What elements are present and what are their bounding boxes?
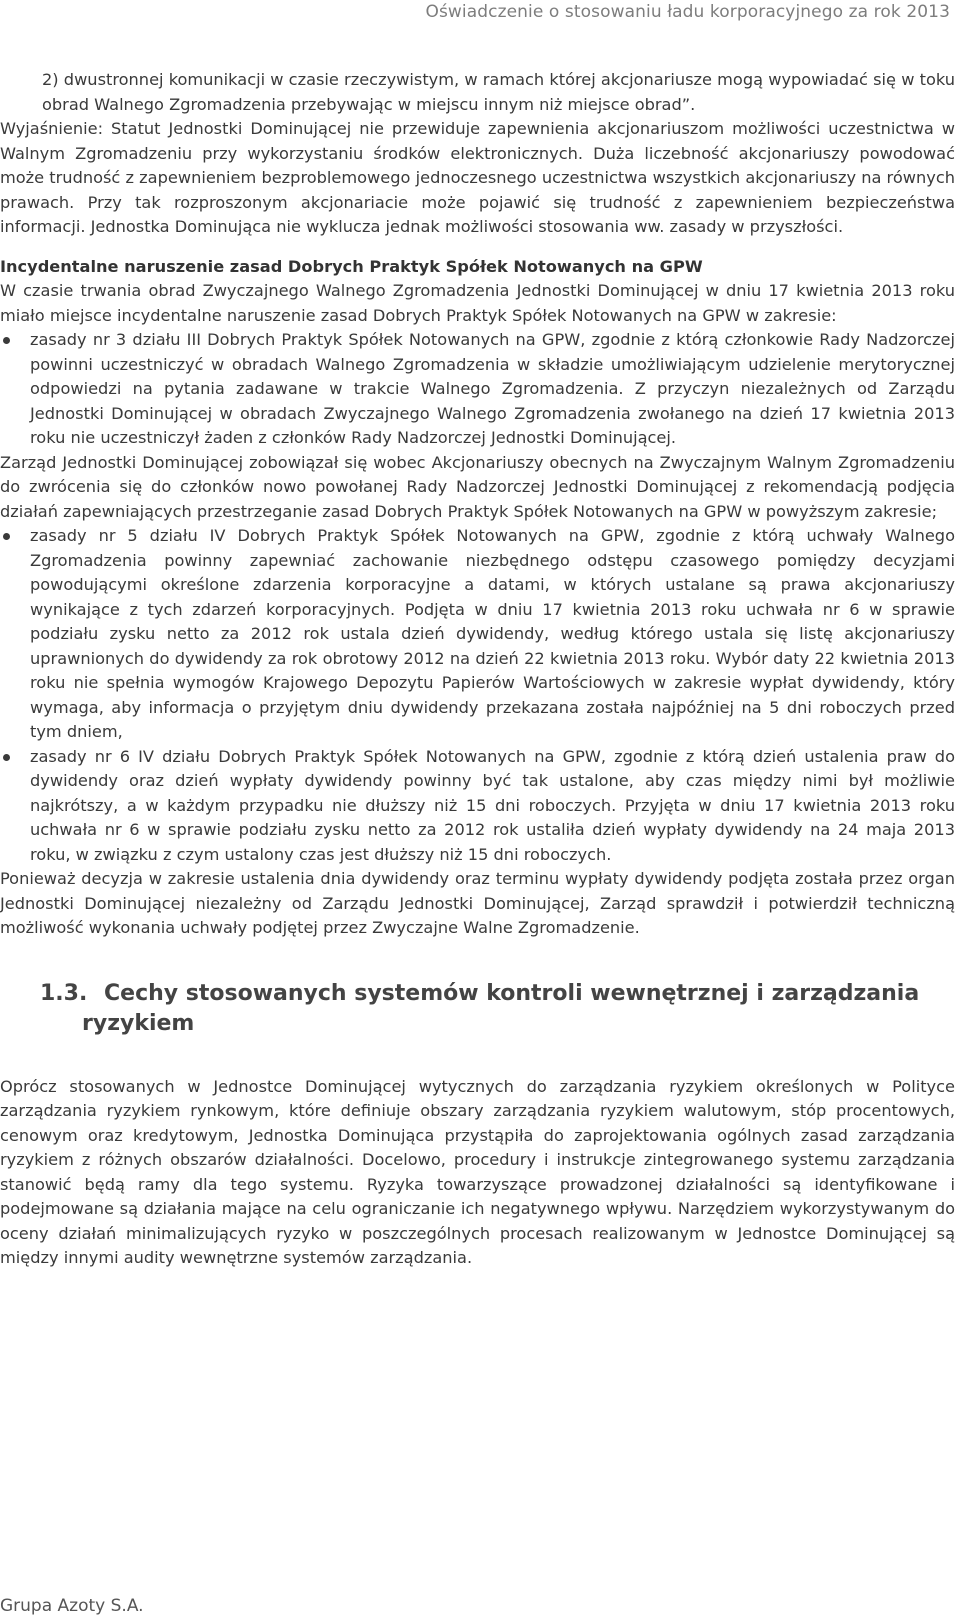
board-paragraph: Zarząd Jednostki Dominującej zobowiązał się wobec Akcjonariuszy obecnych na Zwyczajnym Walnym Zgromadzeniu do zwrócenia się do członków nowo powołanej Rady Nadzorczej Jednostki Dominującej z rekomendacją podjęcia działań zapewniających przestrzeganie zasad Dobrych Praktyk Spółek Notowanych na GPW w powyższym zakresie; xyxy=(0,452,955,521)
incident-list-1 xyxy=(0,328,955,451)
bullet-icon xyxy=(3,533,10,540)
intro-item-2: 2) dwustronnej komunikacji w czasie rzeczywistym, w ramach której akcjonariusze mogą wypowiadać się w toku obrad Walnego Zgromadzenia przebywając w miejscu innym niż miejsce obrad”. xyxy=(42,70,955,114)
bullet-icon xyxy=(3,337,10,344)
list-item xyxy=(0,524,955,745)
incident-heading: Incydentalne naruszenie zasad Dobrych Praktyk Spółek Notowanych na GPW xyxy=(0,256,703,276)
list-item-text: zasady nr 6 IV działu Dobrych Praktyk Spółek Notowanych na GPW, zgodnie z którą dzień ustalenia praw do dywidendy oraz dzień wypłaty dywidendy powinny być tak ustalone, aby czas między nimi był możliwie najkrótszy, a w każdym przypadku nie dłuższy niż 15 dni roboczych. Przyjęta w dniu 17 kwietnia 2013 roku uchwała nr 6 w sprawie podziału zysku netto za 2012 rok ustaliła dzień wypłaty dywidendy na 24 maja 2013 roku, w związku z czym ustalony czas jest dłuższy niż 15 dni roboczych. xyxy=(30,746,955,864)
bullet-icon xyxy=(3,754,10,761)
list-item xyxy=(0,328,955,451)
footer-company: Grupa Azoty S.A. xyxy=(0,1596,144,1616)
incident-list-2 xyxy=(0,524,955,867)
section-title-line2: ryzykiem xyxy=(82,1010,195,1036)
section-title-line1: Cechy stosowanych systemów kontroli wewnętrznej i zarządzania xyxy=(104,980,920,1006)
section-heading xyxy=(40,979,955,1039)
section-number: 1.3. xyxy=(40,980,88,1006)
explanation-paragraph: Wyjaśnienie: Statut Jednostki Dominującej nie przewiduje zapewnienia akcjonariuszom możliwości uczestnictwa w Walnym Zgromadzeniu przy wykorzystaniu środków elektronicznych. Duża liczebność akcjonariuszy powodować może trudność z zapewnieniem bezproblemowego jednoczesnego uczestnictwa wszystkich akcjonariuszy na równych prawach. Przy tak rozproszonym akcjonariacie może pojawić się trudność z zapewnieniem bezpieczeństwa informacji. Jednostka Dominująca nie wyklucza jednak możliwości stosowania ww. zasady w przyszłości. xyxy=(0,119,955,236)
list-item-text: zasady nr 5 działu IV Dobrych Praktyk Spółek Notowanych na GPW, zgodnie z którą uchwały Walnego Zgromadzenia powinny zapewniać zachowanie niezbędnego odstępu czasowego pomiędzy decyzjami powodującymi określone zdarzenia korporacyjne a datami, w których ustalane są prawa akcjonariuszy wynikające z tych zdarzeń korporacyjnych. Podjęta w dniu 17 kwietnia 2013 roku uchwała nr 6 w sprawie podziału zysku netto za 2012 rok ustala dzień dywidendy, według którego ustala się listę akcjonariuszy uprawnionych do dywidendy za rok obrotowy 2012 na dzień 22 kwietnia 2013 roku. Wybór daty 22 kwietnia 2013 roku nie spełnia wymogów Krajowego Depozytu Papierów Wartościowych w zakresie wypłat dywidendy, który wymaga, aby informacja o przyjętym dniu dywidendy przekazana została najpóźniej na 5 dni roboczych przed tym dniem, xyxy=(30,526,955,741)
incident-lead-paragraph: W czasie trwania obrad Zwyczajnego Walnego Zgromadzenia Jednostki Dominującej w dniu 17 kwietnia 2013 roku miało miejsce incydentalne naruszenie zasad Dobrych Praktyk Spółek Notowanych na GPW w zakresie: xyxy=(0,281,955,325)
list-item-text: zasady nr 3 działu III Dobrych Praktyk Spółek Notowanych na GPW, zgodnie z którą członkowie Rady Nadzorczej powinni uczestniczyć w obradach Walnego Zgromadzenia w składzie umożliwiającym udzielenie merytorycznej odpowiedzi na pytania zadawane w trakcie Walnego Zgromadzenia. Z przyczyn niezależnych od Zarządu Jednostki Dominującej w obradach Zwyczajnego Walnego Zgromadzenia zwołanego na dzień 17 kwietnia 2013 roku nie uczestniczył żaden z członków Rady Nadzorczej Jednostki Dominującej. xyxy=(30,330,955,447)
section-body-paragraph: Oprócz stosowanych w Jednostce Dominującej wytycznych do zarządzania ryzykiem określonych w Polityce zarządzania ryzykiem rynkowym, które definiuje obszary zarządzania ryzykiem walutowym, stóp procentowych, cenowym oraz kredytowym, Jednostka Dominująca przystąpiła do zaprojektowania ogólnych zasad zarządzania ryzykiem z różnych obszarów działalności. Docelowo, procedury i instrukcje zintegrowanego systemu zarządzania stanowić będą ramy dla tego systemu. Ryzyka towarzyszące prowadzonej działalności są identyfikowane i podejmowane są działania mające na celu ograniczanie ich negatywnego wpływu. Narzędziem wykorzystywanym do oceny działań minimalizujących ryzyko w poszczególnych procesach realizowanym w Jednostce Dominującej są między innymi audity wewnętrzne systemów zarządzania. xyxy=(0,1076,955,1267)
list-item xyxy=(0,745,955,868)
document-body xyxy=(0,68,955,1271)
closing-paragraph: Ponieważ decyzja w zakresie ustalenia dnia dywidendy oraz terminu wypłaty dywidendy podjęta została przez organ Jednostki Dominującej niezależny od Zarządu Jednostki Dominującej, Zarząd sprawdził i potwierdził techniczną możliwość wykonania uchwały podjętej przez Zwyczajne Walne Zgromadzenie. xyxy=(0,869,955,937)
page-header-title: Oświadczenie o stosowaniu ładu korporacyjnego za rok 2013 xyxy=(425,2,950,22)
